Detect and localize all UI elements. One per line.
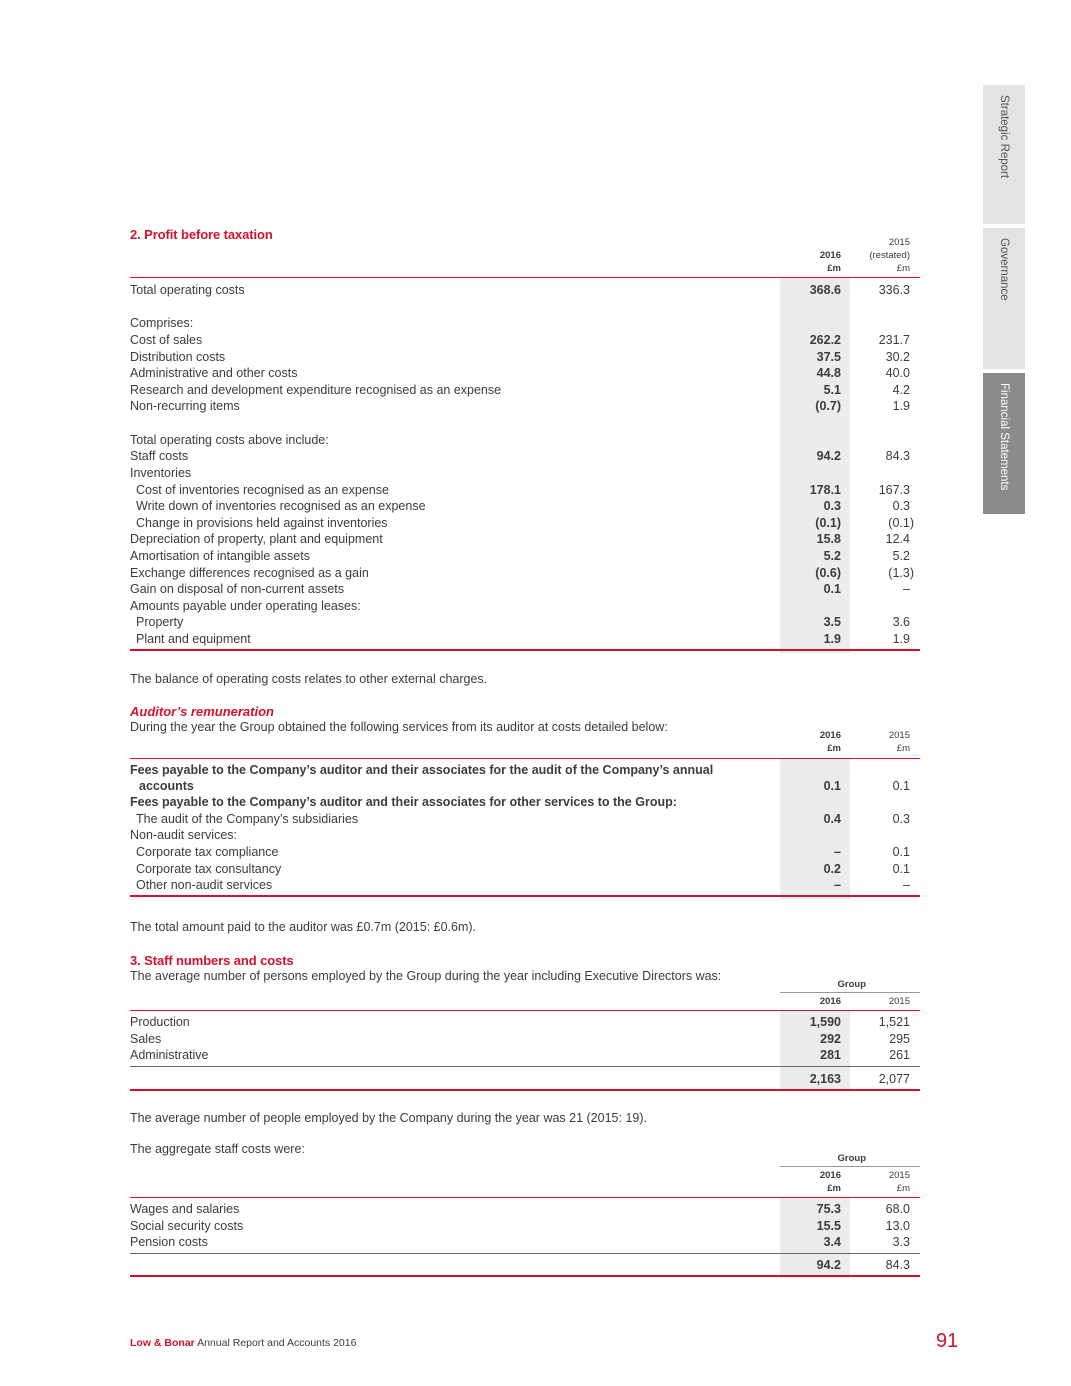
aggregate-staff-costs-intro: The aggregate staff costs were: <box>130 1142 305 1156</box>
table-row: Non-audit services: <box>130 828 237 842</box>
table-row: Administrative and other costs 44.8 40.0 <box>130 366 910 380</box>
table-bottom-rule <box>130 895 920 897</box>
table-row: Other non-audit services – – <box>136 878 910 892</box>
table-row: Plant and equipment 1.9 1.9 <box>136 632 910 646</box>
table-row: Production 1,590 1,521 <box>130 1015 910 1029</box>
staff-numbers-table <box>130 978 920 1093</box>
company-employees-note: The average number of people employed by the Company during the year was 21 (2015: 19). <box>130 1111 647 1125</box>
table-bottom-rule <box>130 1275 920 1277</box>
table-row: Exchange differences recognised as a gain (0.6) (1.3) <box>130 566 914 580</box>
side-tab-financial-statements[interactable] <box>983 373 1025 514</box>
table-row: Sales 292 295 <box>130 1032 910 1046</box>
table-row: Research and development expenditure recognised as an expense 5.1 4.2 <box>130 383 910 397</box>
table-row: Property 3.5 3.6 <box>136 615 910 629</box>
auditor-total-note: The total amount paid to the auditor was £0.7m (2015: £0.6m). <box>130 920 477 934</box>
header-2015-unit: £m <box>896 743 910 754</box>
header-rule <box>130 1010 920 1011</box>
table-row: Fees payable to the Company’s auditor and their associates for the audit of the Company’s annual <box>130 763 714 777</box>
auditor-remuneration-table <box>130 729 920 899</box>
table-row: Total operating costs 368.6 336.3 <box>130 283 910 297</box>
auditor-intro: During the year the Group obtained the following services from its auditor at costs detailed below: <box>130 720 668 734</box>
footer <box>130 1337 356 1349</box>
table-row: Total operating costs above include: <box>130 433 329 447</box>
header-group: Group <box>837 1153 866 1164</box>
header-2016-unit: £m <box>827 743 841 754</box>
table-row: Wages and salaries 75.3 68.0 <box>130 1202 910 1216</box>
header-2016-year: 2016 <box>819 1170 841 1181</box>
table-row: Comprises: <box>130 316 194 330</box>
operating-costs-note: The balance of operating costs relates to other external charges. <box>130 672 488 686</box>
page-number: 91 <box>936 1330 959 1352</box>
table-row: Cost of sales 262.2 231.7 <box>130 333 910 347</box>
header-2015-year: 2015 <box>888 996 910 1007</box>
header-2015-unit: £m <box>896 263 910 274</box>
header-rule <box>130 277 920 278</box>
staff-numbers-intro: The average number of persons employed by the Group during the year including Executive Directors was: <box>130 969 722 983</box>
header-2016-unit: £m <box>827 1183 841 1194</box>
table-bottom-rule <box>130 649 920 651</box>
table-row: Non-recurring items (0.7) 1.9 <box>130 399 910 413</box>
section-title-profit-before-taxation: 2. Profit before taxation <box>130 227 273 242</box>
header-2015-year: 2015 <box>888 237 910 248</box>
table-row: Inventories <box>130 466 192 480</box>
header-2016-unit: £m <box>827 263 841 274</box>
profit-before-taxation-table <box>130 236 920 653</box>
header-2015-year: 2015 <box>888 730 910 741</box>
table-total-row: 2,163 2,077 <box>809 1072 910 1086</box>
table-total-row: 94.2 84.3 <box>816 1258 910 1272</box>
header-2015-unit: £m <box>896 1183 910 1194</box>
aggregate-staff-costs-table <box>130 1152 920 1280</box>
table-row: Pension costs 3.4 3.3 <box>130 1235 910 1249</box>
subtotal-rule <box>130 1066 920 1067</box>
header-rule <box>130 758 920 759</box>
table-row: accounts 0.1 0.1 <box>139 779 910 793</box>
table-row: Cost of inventories recognised as an expense 178.1 167.3 <box>136 483 910 497</box>
table-row: The audit of the Company’s subsidiaries 0.4 0.3 <box>136 812 910 826</box>
side-tab-governance[interactable] <box>983 228 1025 369</box>
table-row: Amounts payable under operating leases: <box>130 599 361 613</box>
header-2016-year: 2016 <box>819 996 841 1007</box>
side-tab-label: Financial Statements <box>998 383 1010 491</box>
table-row: Administrative 281 261 <box>130 1048 910 1062</box>
table-row: Social security costs 15.5 13.0 <box>130 1219 910 1233</box>
table-row: Depreciation of property, plant and equipment 15.8 12.4 <box>130 532 910 546</box>
table-row: Change in provisions held against inventories (0.1) (0.1) <box>136 516 914 530</box>
table-row: Write down of inventories recognised as an expense 0.3 0.3 <box>136 499 910 513</box>
table-row: Fees payable to the Company’s auditor and their associates for other services to the Group: <box>130 795 677 809</box>
subsection-title-auditor-remuneration: Auditor’s remuneration <box>130 704 274 719</box>
table-bottom-rule <box>130 1089 920 1091</box>
table-row: Distribution costs 37.5 30.2 <box>130 350 910 364</box>
header-2016-year: 2016 <box>819 730 841 741</box>
subtotal-rule <box>130 1253 920 1254</box>
table-row: Gain on disposal of non-current assets 0.1 – <box>130 582 910 596</box>
table-row: Corporate tax compliance – 0.1 <box>136 845 910 859</box>
side-tab-strategic-report[interactable] <box>983 85 1025 224</box>
header-2015-restated: (restated) <box>869 250 910 261</box>
group-underline <box>780 1166 920 1167</box>
header-rule <box>130 1197 920 1198</box>
table-row: Amortisation of intangible assets 5.2 5.2 <box>130 549 910 563</box>
header-2015-year: 2015 <box>888 1170 910 1181</box>
group-underline <box>780 992 920 993</box>
header-group: Group <box>837 979 866 990</box>
section-title-staff-numbers-and-costs: 3. Staff numbers and costs <box>130 953 294 968</box>
side-tab-label: Strategic Report <box>998 95 1010 179</box>
table-row: Corporate tax consultancy 0.2 0.1 <box>136 862 910 876</box>
side-tab-label: Governance <box>998 238 1010 301</box>
table-row: Staff costs 94.2 84.3 <box>130 449 910 463</box>
footer-text: Annual Report and Accounts 2016 <box>194 1337 357 1349</box>
header-2016-year: 2016 <box>819 250 841 261</box>
footer-brand: Low & Bonar <box>130 1337 195 1349</box>
